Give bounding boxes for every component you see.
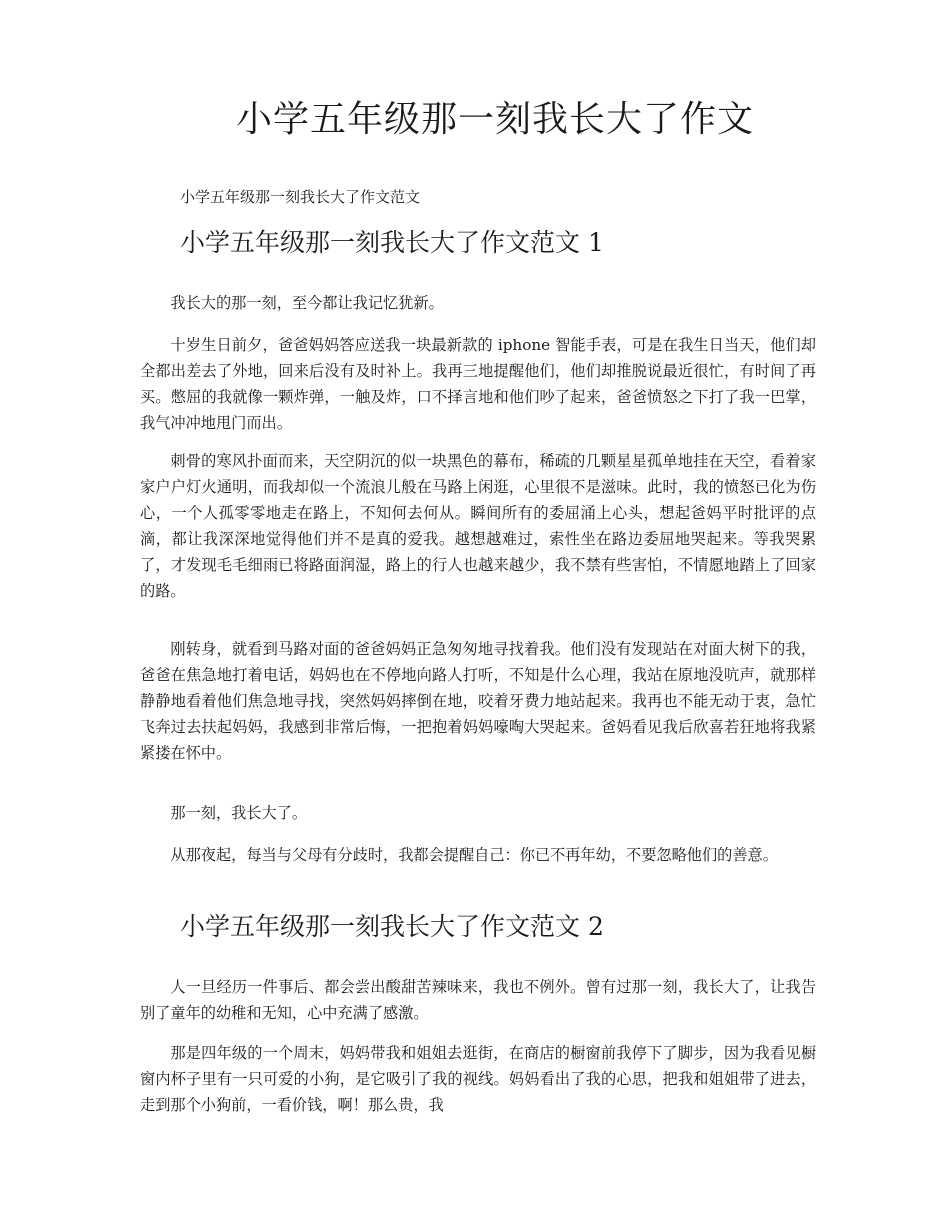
paragraph: 人一旦经历一件事后、都会尝出酸甜苦辣味来，我也不例外。曾有过那一刻，我长大了，让我告别了童年的幼稚和无知，心中充满了感激。 (140, 978, 816, 1022)
paragraph: 十岁生日前夕，爸爸妈妈答应送我一块最新款的 iphone 智能手表，可是在我生日当天，他们却全都出差去了外地，回来后没有及时补上。我再三地提醒他们，他们却推脱说最近很忙，有时间了再买。憋屈的我就像一颗炸弹，一触及炸，口不择言地和他们吵了起来，爸爸愤怒之下打了我一巴掌，我气冲冲地甩门而出。 (140, 336, 816, 432)
paragraph: 刺骨的寒风扑面而来，天空阴沉的似一块黑色的幕布，稀疏的几颗星星孤单地挂在天空，看着家家户户灯火通明，而我却似一个流浪儿般在马路上闲逛，心里很不是滋味。此时，我的愤怒已化为伤心，一个人孤零零地走在路上，不知何去何从。瞬间所有的委屈涌上心头，想起爸妈平时批评的点滴，都让我深深地觉得他们并不是真的爱我。越想越难过，索性坐在路边委屈地哭起来。等我哭累了，才发现毛毛细雨已将路面润湿，路上的行人也越来越少，我不禁有些害怕，不情愿地踏上了回家的路。 (140, 452, 816, 600)
paragraph: 那是四年级的一个周末，妈妈带我和姐姐去逛街，在商店的橱窗前我停下了脚步，因为我看见橱窗内杯子里有一只可爱的小狗，是它吸引了我的视线。妈妈看出了我的心思，把我和姐姐带了进去，走到那个小狗前，一看价钱，啊！那么贵，我 (140, 1044, 816, 1114)
document-subtitle: 小学五年级那一刻我长大了作文范文 (180, 188, 421, 206)
paragraph: 从那夜起，每当与父母有分歧时，我都会提醒自己：你已不再年幼，不要忽略他们的善意。 (170, 846, 778, 864)
section-heading-2: 小学五年级那一刻我长大了作文范文 2 (180, 912, 604, 941)
document-title: 小学五年级那一刻我长大了作文 (235, 99, 754, 140)
paragraph: 刚转身，就看到马路对面的爸爸妈妈正急匆匆地寻找着我。他们没有发现站在对面大树下的我，爸爸在焦急地打着电话，妈妈也在不停地向路人打听，不知是什么心理，我站在原地没吭声，就那样静静地看着他们焦急地寻找，突然妈妈摔倒在地，咬着牙费力地站起来。我再也不能无动于衷，急忙飞奔过去扶起妈妈，我感到非常后悔，一把抱着妈妈嚎啕大哭起来。爸妈看见我后欣喜若狂地将我紧紧搂在怀中。 (140, 640, 816, 762)
section-heading-1: 小学五年级那一刻我长大了作文范文 1 (180, 228, 604, 257)
paragraph: 我长大的那一刻，至今都让我记忆犹新。 (170, 294, 444, 312)
paragraph: 那一刻，我长大了。 (170, 804, 308, 822)
